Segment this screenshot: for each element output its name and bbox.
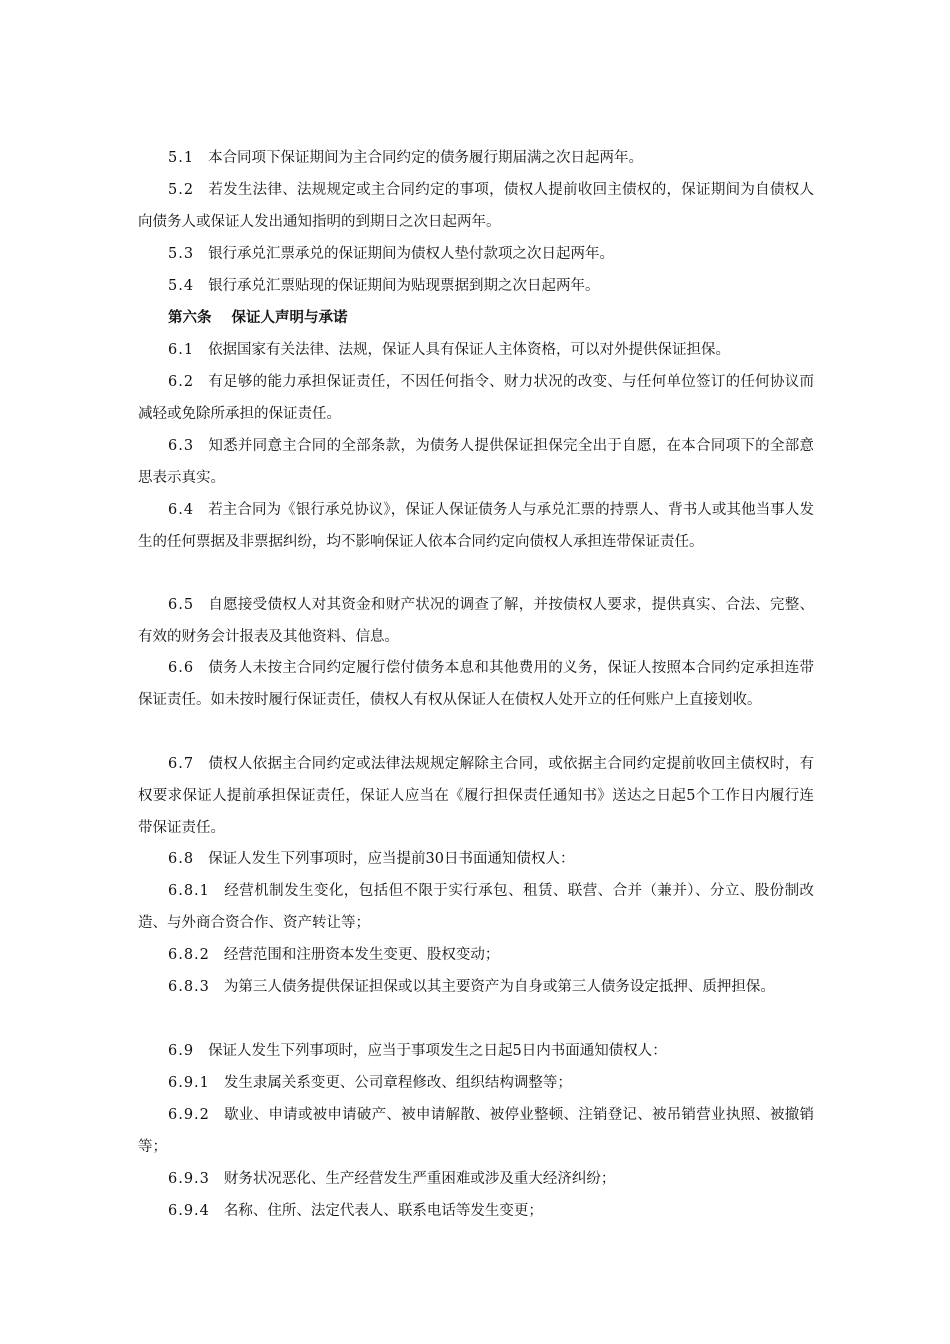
clause-text: 歇业、申请或被申请破产、被申请解散、被停业整顿、注销登记、被吊销营业执照、被撤销等；: [138, 1106, 814, 1155]
clause-number: 5.3: [168, 245, 195, 262]
clause-number: 6.7: [168, 755, 195, 772]
clause-text: 本合同项下保证期间为主合同约定的债务履行期届满之次日起两年。: [208, 149, 644, 166]
clause-text: 债务人未按主合同约定履行偿付债务本息和其他费用的义务，保证人按照本合同约定承担连带保证责任。如未按时履行保证责任，债权人有权从保证人在债权人处开立的任何账户上直接划收。: [138, 659, 814, 708]
clause-number: 6.1: [168, 341, 195, 358]
clause-6-9-4: [138, 1195, 814, 1227]
article-6-heading: [138, 302, 814, 334]
clause-5-1: [138, 142, 814, 174]
clause-6-8: [138, 843, 814, 875]
clause-5-4: [138, 270, 814, 302]
clause-6-2: [138, 366, 814, 430]
clause-6-9-1: [138, 1067, 814, 1099]
clause-text: 发生隶属关系变更、公司章程修改、组织结构调整等；: [223, 1074, 572, 1091]
clause-number: 6.9.3: [168, 1170, 210, 1187]
article-number: 第六条: [168, 308, 212, 326]
clause-6-7: [138, 748, 814, 844]
clause-5-3: [138, 238, 814, 270]
clause-6-6: [138, 652, 814, 716]
clause-text: 为第三人债务提供保证担保或以其主要资产为自身或第三人债务设定抵押、质押担保。: [223, 978, 775, 995]
clause-number: 6.9.2: [168, 1106, 210, 1123]
clause-text: 财务状况恶化、生产经营发生严重困难或涉及重大经济纠纷；: [223, 1170, 616, 1187]
clause-text: 保证人发生下列事项时，应当提前30日书面通知债权人：: [208, 850, 575, 867]
clause-6-8-2: [138, 939, 814, 971]
clause-text: 保证人发生下列事项时，应当于事项发生之日起5日内书面通知债权人：: [208, 1042, 667, 1059]
clause-number: 6.2: [168, 373, 195, 390]
clause-text: 银行承兑汇票贴现的保证期间为贴现票据到期之次日起两年。: [208, 277, 600, 294]
clause-number: 6.8: [168, 850, 195, 867]
clause-number: 6.6: [168, 659, 195, 676]
clause-number: 6.8.2: [168, 946, 210, 963]
clause-text: 经营机制发生变化，包括但不限于实行承包、租赁、联营、合并（兼并）、分立、股份制改造、与外商合资合作、资产转让等；: [138, 882, 814, 931]
clause-6-4: [138, 494, 814, 558]
clause-number: 6.3: [168, 437, 195, 454]
clause-text: 债权人依据主合同约定或法律法规规定解除主合同，或依据主合同约定提前收回主债权时，有权要求保证人提前承担保证责任，保证人应当在《履行担保责任通知书》送达之日起5个工作日内履行连带保证责任。: [138, 755, 814, 836]
clause-6-8-3: [138, 971, 814, 1003]
clause-text: 知悉并同意主合同的全部条款，为债务人提供保证担保完全出于自愿，在本合同项下的全部意思表示真实。: [138, 437, 814, 486]
clause-number: 5.1: [168, 149, 195, 166]
clause-number: 5.2: [168, 181, 195, 198]
clause-6-1: [138, 334, 814, 366]
clause-number: 6.8.3: [168, 978, 210, 995]
clause-number: 6.9.4: [168, 1202, 210, 1219]
clause-6-9-2: [138, 1099, 814, 1163]
clause-number: 6.5: [168, 596, 195, 613]
clause-text: 银行承兑汇票承兑的保证期间为债权人垫付款项之次日起两年。: [208, 245, 615, 262]
article-title: 保证人声明与承诺: [231, 308, 348, 326]
clause-5-2: [138, 174, 814, 238]
clause-6-9: [138, 1035, 814, 1067]
clause-6-9-3: [138, 1163, 814, 1195]
clause-number: 6.4: [168, 501, 195, 518]
clause-text: 依据国家有关法律、法规，保证人具有保证人主体资格，可以对外提供保证担保。: [208, 341, 731, 358]
clause-6-3: [138, 430, 814, 494]
clause-text: 经营范围和注册资本发生变更、股权变动；: [223, 946, 500, 963]
clause-text: 若主合同为《银行承兑协议》，保证人保证债务人与承兑汇票的持票人、背书人或其他当事人发生的任何票据及非票据纠纷，均不影响保证人依本合同约定向债权人承担连带保证责任。: [138, 501, 814, 550]
clause-text: 有足够的能力承担保证责任，不因任何指令、财力状况的改变、与任何单位签订的任何协议而减轻或免除所承担的保证责任。: [138, 373, 814, 422]
clause-text: 若发生法律、法规规定或主合同约定的事项，债权人提前收回主债权的，保证期间为自债权人向债务人或保证人发出通知指明的到期日之次日起两年。: [138, 181, 814, 230]
clause-number: 6.9.1: [168, 1074, 210, 1091]
clause-text: 自愿接受债权人对其资金和财产状况的调查了解，并按债权人要求，提供真实、合法、完整、有效的财务会计报表及其他资料、信息。: [138, 596, 814, 645]
clause-number: 6.9: [168, 1042, 195, 1059]
clause-6-5: [138, 589, 814, 653]
clause-number: 6.8.1: [168, 882, 210, 899]
clause-6-8-1: [138, 875, 814, 939]
clause-number: 5.4: [168, 277, 195, 294]
clause-text: 名称、住所、法定代表人、联系电话等发生变更；: [223, 1202, 543, 1219]
